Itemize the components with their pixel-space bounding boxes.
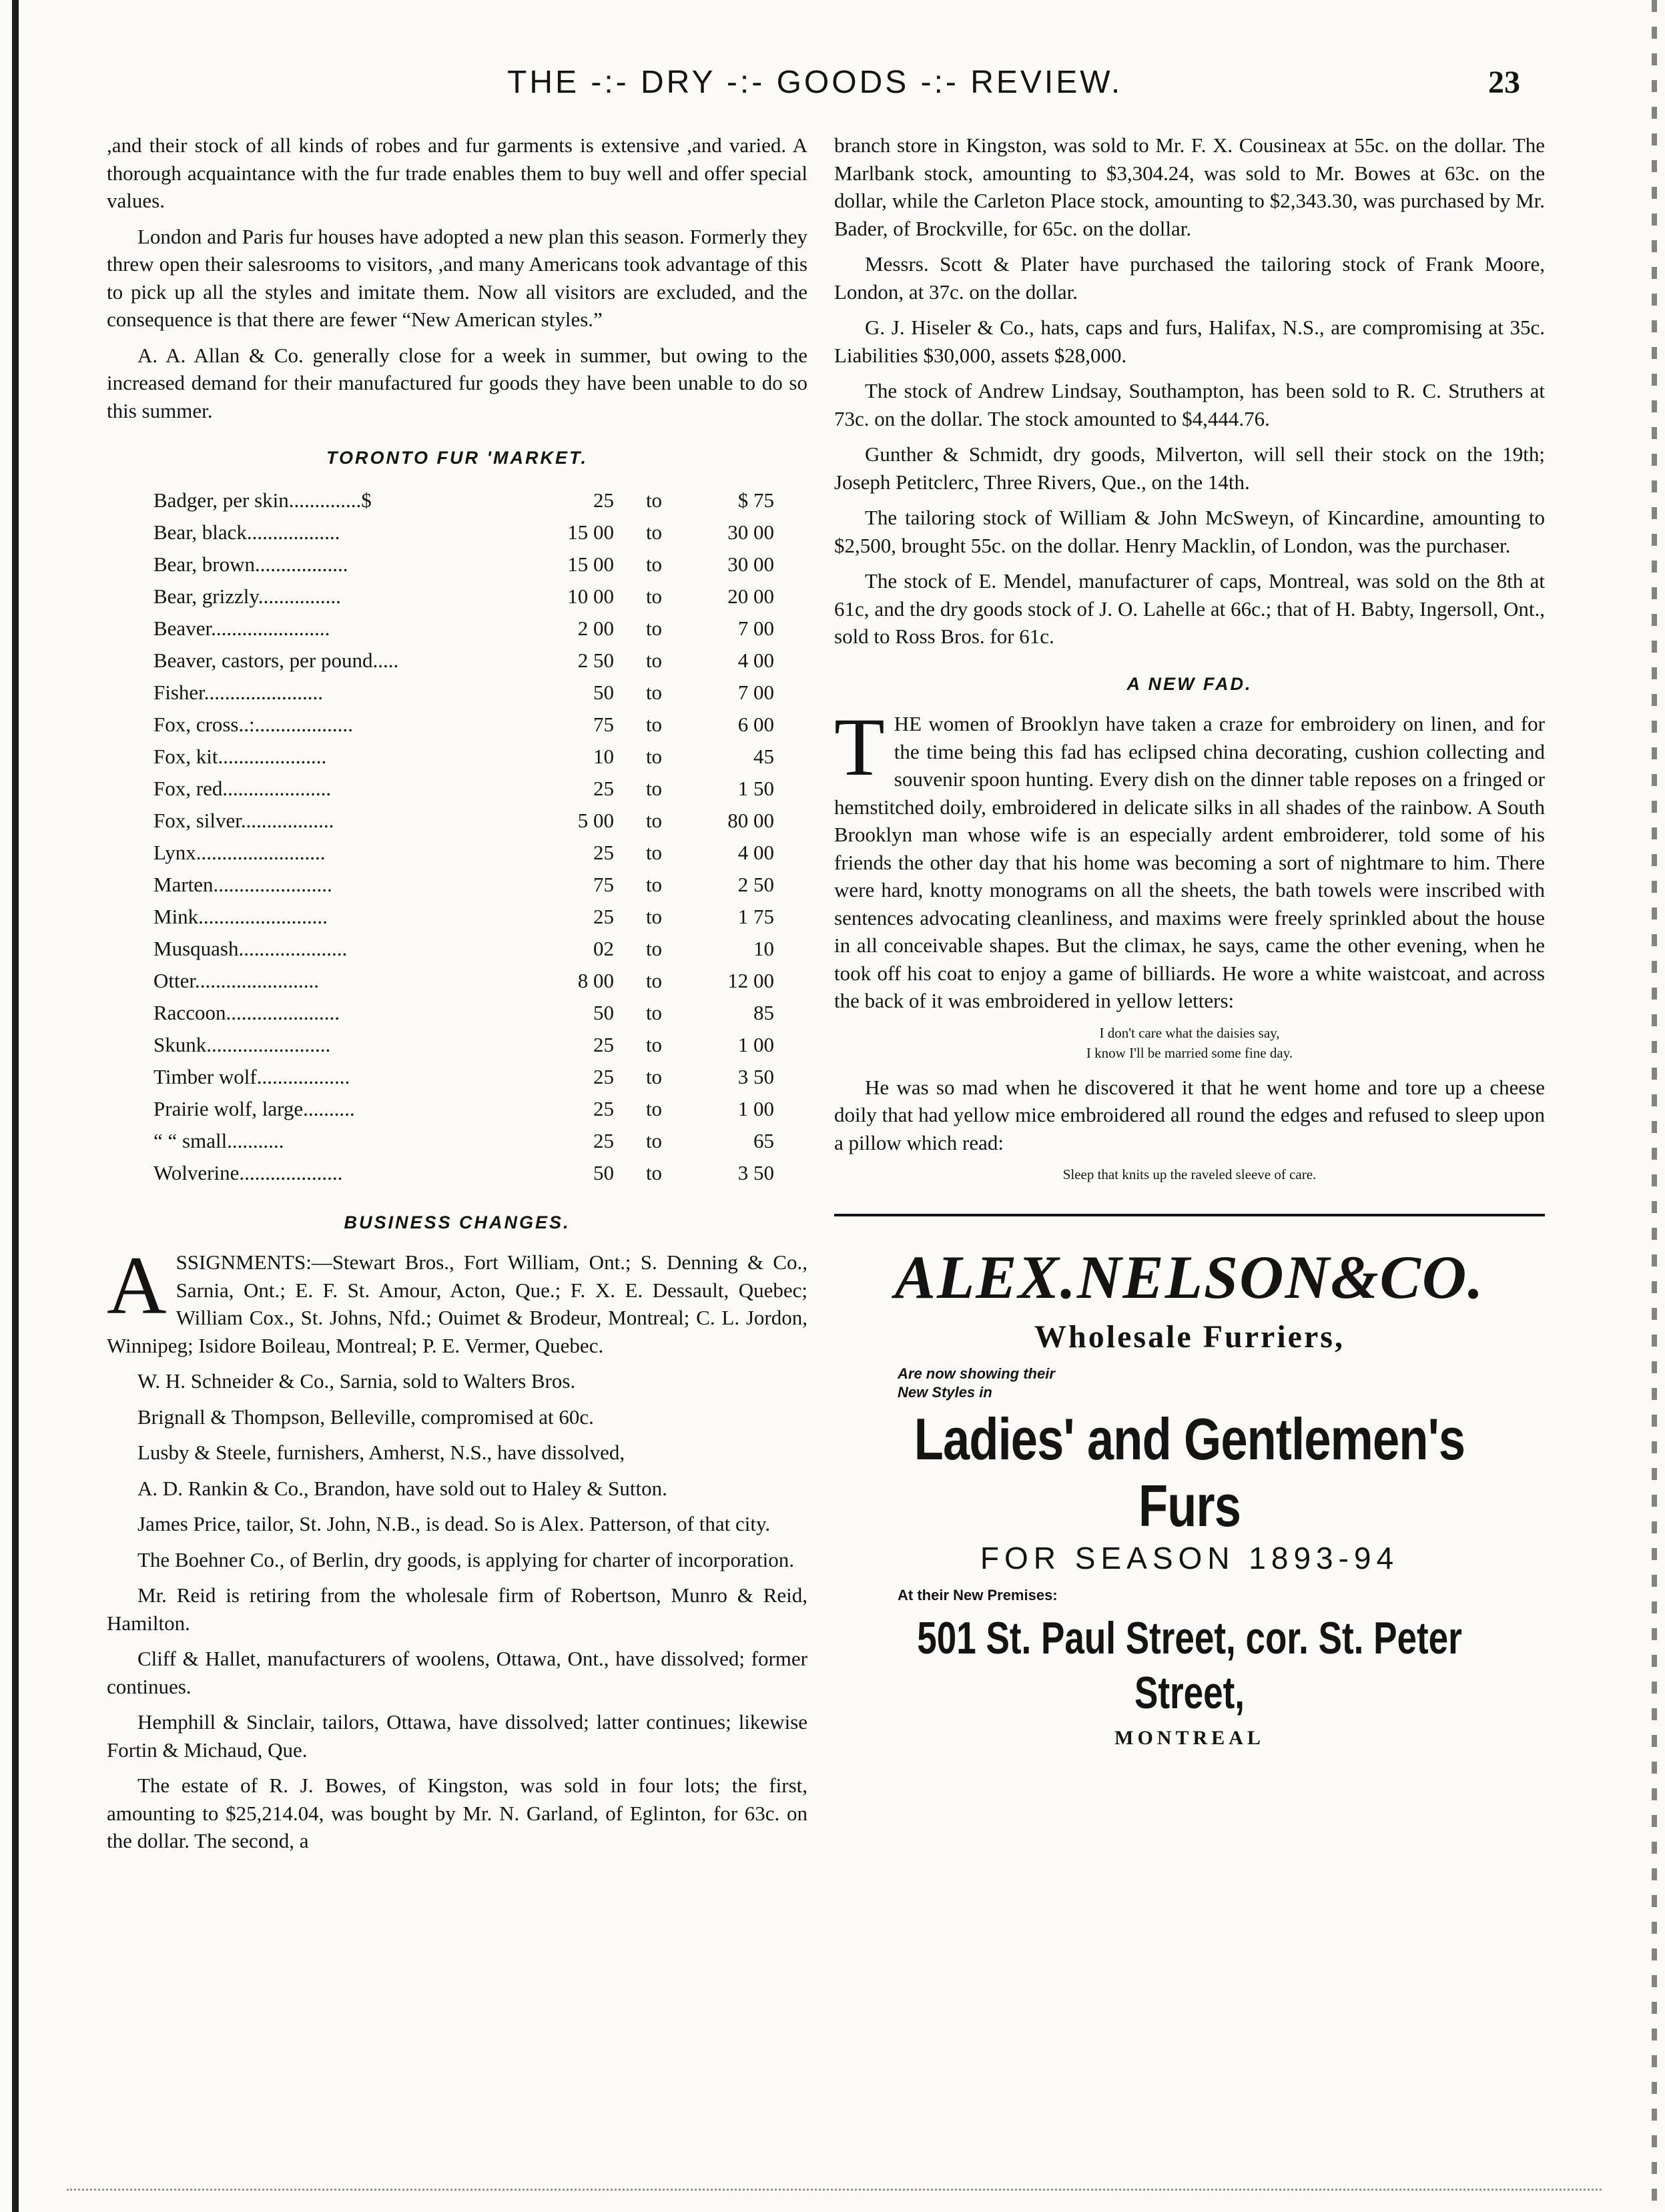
fur-lo-cell: 50 [593,1160,614,1184]
fur-market-row [153,1029,774,1061]
fur-market-row [153,837,774,869]
fur-lo-cell: 25 [593,904,614,928]
fur-market-row [153,1157,774,1189]
business-item: Brignall & Thompson, Belleville, compromised at 60c. [137,1405,594,1429]
fur-to-cell: to [645,1096,663,1120]
left-column [107,131,807,1863]
section-heading-business-changes: BUSINESS CHANGES. [344,1212,571,1232]
fur-to-cell: to [645,616,663,640]
fur-lo-cell: 25 [593,1064,614,1088]
fur-name-cell: Fisher....................... [153,680,324,704]
fur-hi-cell: 6 00 [737,712,774,736]
right-column [834,131,1545,1752]
business-item: Mr. Reid is retiring from the wholesale firm of Robertson, Munro & Reid, Hamilton. [107,1583,807,1635]
paragraph: ,and their stock of all kinds of robes and fur garments is extensive ,and varied. A thorough acquaintance with the fur trade enables them to buy well and offer special values. [107,133,807,212]
fur-market-row [153,1061,774,1093]
fur-hi-cell: 80 00 [727,808,774,832]
ad-season: FOR SEASON 1893-94 [980,1540,1399,1575]
fur-hi-cell: 30 00 [727,552,774,576]
fur-name-cell: Bear, brown.................. [153,552,348,576]
fur-hi-cell: 7 00 [737,680,774,704]
fur-hi-cell: 10 [753,936,774,960]
verse-line: I don't care what the daisies say, [1099,1024,1280,1041]
fur-lo-cell: 25 [593,1096,614,1120]
fur-to-cell: to [645,680,663,704]
fur-to-cell: to [645,1064,663,1088]
fur-name-cell: Beaver....................... [153,616,330,640]
fur-to-cell: to [645,744,663,768]
fur-market-row [153,516,774,548]
ad-premises: At their New Premises: [898,1587,1058,1603]
fur-name-cell: Timber wolf.................. [153,1064,350,1088]
fur-market-row [153,709,774,741]
fur-hi-cell: 7 00 [737,616,774,640]
fur-name-cell: Fox, kit..................... [153,744,327,768]
fur-to-cell: to [645,776,663,800]
fur-to-cell: to [645,488,663,512]
drop-cap: A [107,1240,167,1331]
business-item: A. D. Rankin & Co., Brandon, have sold out to Haley & Sutton. [137,1476,667,1500]
fur-to-cell: to [645,968,663,992]
fur-name-cell: Raccoon...................... [153,1000,340,1024]
page-edge [12,0,19,2212]
fur-hi-cell: 45 [753,744,774,768]
section-heading-new-fad: A NEW FAD. [1126,673,1253,694]
ad-address: 501 St. Paul Street, cor. St. Peter Street, [917,1612,1462,1718]
scan-noise [67,2182,1602,2191]
business-item: Cliff & Hallet, manufacturers of woolens, Ottawa, Ont., have dissolved; former continues. [107,1647,807,1698]
ad-note [898,1365,1545,1402]
fur-lo-cell: 2 00 [577,616,614,640]
business-item: branch store in Kingston, was sold to Mr. F. X. Cousineax at 55c. on the dollar. The Marlbank stock, amounting to $3,304.24, was sold to Mr. Bowes at 63c. on the dollar, while the Carleton Place stock, amounting to $2,343.30, was purchased by Mr. Bader, of Brockville, for 65c. on the dollar. [834,133,1545,240]
fur-name-cell: Skunk........................ [153,1032,331,1056]
fur-hi-cell: 20 00 [727,584,774,608]
fur-name-cell: Mink......................... [153,904,328,928]
fur-lo-cell: 25 [593,840,614,864]
fur-lo-cell: 15 00 [567,552,614,576]
fur-name-cell: Musquash..................... [153,936,348,960]
fur-hi-cell: 4 00 [737,648,774,672]
fur-market-row [153,901,774,933]
assignments-text: SSIGNMENTS:—Stewart Bros., Fort William, Ont.; S. Denning & Co., Sarnia, Ont.; E. F. St. Amour, Acton, Que.; F. X. E. Dessault, Quebec; William Cox., St. Johns, Nfd.; Ouimet & Brodeur, Montreal; C. L. Jordon, Winnipeg; Isidore Boileau, Montreal; P. E. Vermer, Quebec. [107,1250,807,1357]
fur-to-cell: to [645,872,663,896]
fur-hi-cell: 3 50 [737,1064,774,1088]
ad-note-line: Are now showing their [898,1365,1055,1382]
fur-market-row [153,997,774,1029]
fur-market-row [153,581,774,613]
fur-name-cell: Fox, cross..:................... [153,712,353,736]
fur-market-row [153,869,774,901]
fur-hi-cell: 1 50 [737,776,774,800]
fur-lo-cell: 50 [593,1000,614,1024]
fur-market-row [153,677,774,709]
fur-hi-cell: $ 75 [737,488,774,512]
fur-market-row [153,805,774,837]
verse-line: Sleep that knits up the raveled sleeve of care. [1062,1166,1317,1182]
fur-lo-cell: 10 00 [567,584,614,608]
fur-name-cell: Lynx......................... [153,840,326,864]
page-edge-right [1652,0,1657,2212]
fur-name-cell: Prairie wolf, large.......... [153,1096,355,1120]
fur-market-row [153,773,774,805]
fur-hi-cell: 2 50 [737,872,774,896]
business-item: Lusby & Steele, furnishers, Amherst, N.S., have dissolved, [137,1441,625,1464]
fur-lo-cell: 25 [593,776,614,800]
ad-company-name: ALEX.NELSON&CO. [894,1243,1485,1311]
business-item: James Price, tailor, St. John, N.B., is dead. So is Alex. Patterson, of that city. [137,1512,771,1535]
section-heading-fur-market: TORONTO FUR 'MARKET. [326,448,588,468]
fur-name-cell: Wolverine.................... [153,1160,343,1184]
fur-lo-cell: 15 00 [567,520,614,544]
fur-market-row [153,933,774,965]
paragraph: London and Paris fur houses have adopted a new plan this season. Formerly they threw open their salesrooms to visitors, ,and many Americans took advantage of this to pick up all the styles and imitate them. Now all visitors are excluded, and the consequence is that there are fewer “New American styles.” [107,224,807,331]
fad-paragraph [834,701,1545,1015]
business-item: Hemphill & Sinclair, tailors, Ottawa, have dissolved; latter continues; likewise Fortin & Michaud, Que. [107,1710,807,1762]
fur-name-cell: Fox, red..................... [153,776,332,800]
fur-to-cell: to [645,808,663,832]
fur-lo-cell: 50 [593,680,614,704]
page-number: 23 [1488,65,1520,100]
fur-lo-cell: 25 [593,488,614,512]
fur-lo-cell: 10 [593,744,614,768]
page-header [0,64,1665,117]
fur-name-cell: Badger, per skin..............$ [153,488,372,512]
business-item: The Boehner Co., of Berlin, dry goods, is applying for charter of incorporation. [137,1547,795,1571]
fur-hi-cell: 1 00 [737,1096,774,1120]
business-item: The tailoring stock of William & John McSweyn, of Kincardine, amounting to $2,500, brought 55c. on the dollar. Henry Macklin, of London, was the purchaser. [834,506,1545,557]
fur-to-cell: to [645,648,663,672]
divider [834,1214,1545,1216]
fur-lo-cell: 5 00 [577,808,614,832]
fur-to-cell: to [645,552,663,576]
fur-lo-cell: 25 [593,1128,614,1152]
fur-market-row [153,741,774,773]
business-item: The stock of Andrew Lindsay, Southampton, has been sold to R. C. Struthers at 73c. on the dollar. The stock amounted to $4,444.76. [834,379,1545,430]
fur-lo-cell: 2 50 [577,648,614,672]
fur-market-row [153,484,774,516]
fur-hi-cell: 3 50 [737,1160,774,1184]
fad-text: HE women of Brooklyn have taken a craze for embroidery on linen, and for the time being this fad has eclipsed china decorating, cushion collecting and souvenir spoon hunting. Every dish on the dinner table reposes on a fringed or hemstitched doily, embroidered in delicate silks in all shades of the rainbow. A South Brooklyn man whose wife is an especially ardent embroiderer, told some of his friends the other day that his home was becoming a sort of nightmare to him. There were hard, knotty monograms on all the sheets, the bath towels were inscribed with sentences advocating cleanliness, and maxims were freely sprinkled about the house in all conceivable shapes. But the climax, he says, came the other evening, when he took off his coat to enjoy a game of billiards. He wore a white waistcoat, and across the back of it was embroidered in yellow letters: [834,712,1545,1012]
fur-lo-cell: 75 [593,872,614,896]
ad-note-line: New Styles in [898,1383,992,1401]
fur-to-cell: to [645,584,663,608]
fur-name-cell: Marten....................... [153,872,332,896]
fur-lo-cell: 8 00 [577,968,614,992]
fur-to-cell: to [645,936,663,960]
fur-hi-cell: 12 00 [727,968,774,992]
fur-name-cell: “ “ small........... [153,1128,284,1152]
business-item: Gunther & Schmidt, dry goods, Milverton, will sell their stock on the 19th; Joseph Petitclerc, Three Rivers, Que., on the 14th. [834,442,1545,494]
fur-to-cell: to [645,520,663,544]
fur-market-row [153,613,774,645]
journal-title: THE -:- DRY -:- GOODS -:- REVIEW. [507,65,1123,100]
drop-cap: T [834,701,885,793]
fur-name-cell: Bear, grizzly................ [153,584,341,608]
fur-market-row [153,548,774,581]
business-item: The stock of E. Mendel, manufacturer of caps, Montreal, was sold on the 8th at 61c, and the dry goods stock of J. O. Lahelle at 66c.; that of H. Babty, Ingersoll, Ont., sold to Ross Bros. for 61c. [834,569,1545,648]
fur-market-row [153,645,774,677]
paragraph: He was so mad when he discovered it that he went home and tore up a cheese doily that had yellow mice embroidered all round the edges and refused to sleep upon a pillow which read: [834,1075,1545,1154]
paragraph: A. A. Allan & Co. generally close for a week in summer, but owing to the increased demand for their manufactured fur goods they have been unable to do so this summer. [107,343,807,422]
business-item: W. H. Schneider & Co., Sarnia, sold to Walters Bros. [137,1369,576,1393]
fur-lo-cell: 02 [593,936,614,960]
fur-to-cell: to [645,1160,663,1184]
verse [834,1023,1545,1063]
verse [834,1164,1545,1184]
business-item: The estate of R. J. Bowes, of Kingston, was sold in four lots; the first, amounting to $25,214.04, was bought by Mr. N. Garland, of Eglinton, for 63c. on the dollar. The second, a [107,1774,807,1852]
verse-line: I know I'll be married some fine day. [1086,1044,1293,1061]
fur-market-row [153,1093,774,1125]
ad-city: MONTREAL [1114,1726,1265,1749]
fur-lo-cell: 75 [593,712,614,736]
fur-hi-cell: 1 75 [737,904,774,928]
fur-hi-cell: 30 00 [727,520,774,544]
fur-to-cell: to [645,840,663,864]
ad-headline: Ladies' and Gentlemen's Furs [914,1405,1465,1539]
fur-lo-cell: 25 [593,1032,614,1056]
fur-to-cell: to [645,1128,663,1152]
assignments-paragraph [107,1240,807,1359]
fur-hi-cell: 85 [753,1000,774,1024]
fur-market-row [153,965,774,997]
fur-to-cell: to [645,1032,663,1056]
fur-market-table [153,484,774,1189]
fur-to-cell: to [645,904,663,928]
fur-to-cell: to [645,1000,663,1024]
fur-name-cell: Fox, silver.................. [153,808,334,832]
business-item: G. J. Hiseler & Co., hats, caps and furs, Halifax, N.S., are compromising at 35c. Liabilities $30,000, assets $28,000. [834,316,1545,367]
fur-name-cell: Bear, black.................. [153,520,340,544]
fur-hi-cell: 4 00 [737,840,774,864]
fur-hi-cell: 65 [753,1128,774,1152]
fur-to-cell: to [645,712,663,736]
advertisement [834,1240,1545,1752]
business-item: Messrs. Scott & Plater have purchased the tailoring stock of Frank Moore, London, at 37c. on the dollar. [834,252,1545,304]
fur-market-row [153,1125,774,1157]
fur-hi-cell: 1 00 [737,1032,774,1056]
fur-name-cell: Beaver, castors, per pound..... [153,648,399,672]
ad-subtitle: Wholesale Furriers, [1034,1319,1345,1355]
fur-name-cell: Otter........................ [153,968,319,992]
